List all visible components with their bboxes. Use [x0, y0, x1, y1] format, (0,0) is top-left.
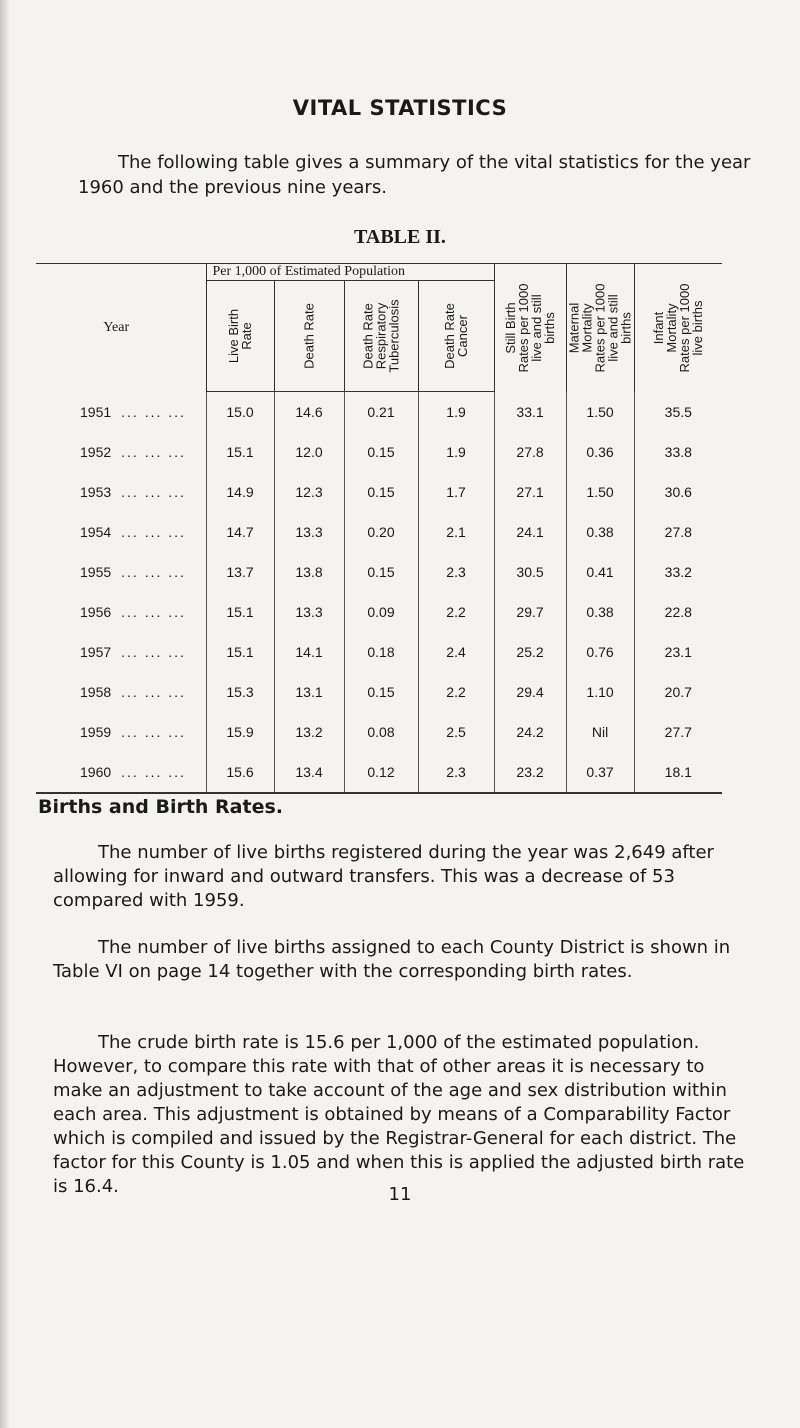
- table-body: [36, 392, 722, 794]
- still-birth-cell: 30.5: [494, 552, 566, 592]
- live-birth-cell: 14.7: [206, 512, 274, 552]
- infant-cell: 27.8: [634, 512, 722, 552]
- year-cell: 1956 ... ... ...: [80, 604, 186, 620]
- tb-cell: 0.15: [344, 552, 418, 592]
- table-row: [36, 512, 722, 552]
- tb-cell: 0.15: [344, 672, 418, 712]
- infant-cell: 35.5: [634, 392, 722, 433]
- infant-cell: 27.7: [634, 712, 722, 752]
- year-cell: 1952 ... ... ...: [80, 444, 186, 460]
- infant-cell: 30.6: [634, 472, 722, 512]
- tb-cell: 0.21: [344, 392, 418, 433]
- cancer-cell: 1.9: [418, 392, 494, 433]
- year-cell: 1958 ... ... ...: [80, 684, 186, 700]
- maternal-cell: Nil: [566, 712, 634, 752]
- maternal-cell: 0.41: [566, 552, 634, 592]
- still-birth-cell: 33.1: [494, 392, 566, 433]
- maternal-cell: 1.10: [566, 672, 634, 712]
- year-cell: 1959 ... ... ...: [80, 724, 186, 740]
- death-rate-cell: 13.1: [274, 672, 344, 712]
- cancer-death-rate-header: Death Rate Cancer: [418, 281, 494, 392]
- maternal-cell: 0.36: [566, 432, 634, 472]
- infant-cell: 23.1: [634, 632, 722, 672]
- maternal-cell: 0.76: [566, 632, 634, 672]
- death-rate-header: Death Rate: [274, 281, 344, 392]
- infant-cell: 22.8: [634, 592, 722, 632]
- still-birth-cell: 24.2: [494, 712, 566, 752]
- page-heading: VITAL STATISTICS: [292, 96, 508, 120]
- death-rate-cell: 13.3: [274, 592, 344, 632]
- year-cell: 1957 ... ... ...: [80, 644, 186, 660]
- maternal-cell: 0.38: [566, 592, 634, 632]
- table-row: [36, 472, 722, 512]
- paragraph-birth-rate: The crude birth rate is 15.6 per 1,000 of the estimated population. However, to compare this rate with that of other areas it is necessary to make an adjustment to take account of the age and sex distribution within each area. This adjustment is obtained by means of a Comparability Factor which is compiled and issued by the Registrar-General for each district. The factor for this County is 1.05 and when this is applied the adjusted birth rate is 16.4.: [53, 1032, 745, 1197]
- vital-statistics-table-wrap: [36, 263, 722, 780]
- infant-mortality-header: Infant Mortality Rates per 1000 live births: [634, 264, 722, 392]
- table-row: [36, 392, 722, 433]
- cancer-cell: 2.1: [418, 512, 494, 552]
- death-rate-cell: 14.1: [274, 632, 344, 672]
- tb-cell: 0.15: [344, 432, 418, 472]
- tb-cell: 0.12: [344, 752, 418, 793]
- tb-cell: 0.09: [344, 592, 418, 632]
- still-birth-cell: 29.4: [494, 672, 566, 712]
- live-birth-cell: 15.3: [206, 672, 274, 712]
- death-rate-cell: 13.4: [274, 752, 344, 793]
- tb-cell: 0.15: [344, 472, 418, 512]
- cancer-cell: 2.4: [418, 632, 494, 672]
- death-rate-cell: 13.2: [274, 712, 344, 752]
- infant-cell: 33.2: [634, 552, 722, 592]
- death-rate-cell: 13.8: [274, 552, 344, 592]
- still-birth-cell: 25.2: [494, 632, 566, 672]
- tb-cell: 0.18: [344, 632, 418, 672]
- cancer-cell: 2.2: [418, 592, 494, 632]
- cancer-cell: 1.7: [418, 472, 494, 512]
- page-number: 11: [388, 1184, 412, 1205]
- table-row: [36, 752, 722, 793]
- maternal-cell: 1.50: [566, 472, 634, 512]
- maternal-cell: 0.38: [566, 512, 634, 552]
- table-row: [36, 672, 722, 712]
- year-cell: 1960 ... ... ...: [80, 764, 186, 780]
- section-title: Births and Birth Rates.: [38, 796, 283, 818]
- cancer-cell: 2.3: [418, 752, 494, 793]
- year-cell: 1953 ... ... ...: [80, 484, 186, 500]
- paragraph-county-districts: The number of live births assigned to each County District is shown in Table VI on page 14 together with the corresponding birth rates.: [53, 937, 731, 982]
- live-birth-cell: 15.9: [206, 712, 274, 752]
- live-birth-cell: 15.0: [206, 392, 274, 433]
- still-birth-header: Still Birth Rates per 1000 live and still births: [494, 264, 566, 392]
- infant-cell: 18.1: [634, 752, 722, 793]
- infant-cell: 33.8: [634, 432, 722, 472]
- page-margin-shadow: [0, 0, 10, 1428]
- intro-paragraph: The following table gives a summary of the vital statistics for the year 1960 and the previous nine years.: [78, 152, 751, 198]
- table-row: [36, 632, 722, 672]
- live-birth-rate-header: Live Birth Rate: [206, 281, 274, 392]
- live-birth-cell: 15.1: [206, 432, 274, 472]
- year-header: Year: [103, 319, 130, 335]
- tb-death-rate-header: Death Rate Respiratory Tuberculosis: [344, 281, 418, 392]
- live-birth-cell: 15.1: [206, 592, 274, 632]
- still-birth-cell: 27.1: [494, 472, 566, 512]
- cancer-cell: 1.9: [418, 432, 494, 472]
- still-birth-cell: 23.2: [494, 752, 566, 793]
- cancer-cell: 2.5: [418, 712, 494, 752]
- still-birth-cell: 24.1: [494, 512, 566, 552]
- death-rate-cell: 14.6: [274, 392, 344, 433]
- population-group-header: Per 1,000 of Estimated Population: [206, 264, 494, 281]
- maternal-cell: 0.37: [566, 752, 634, 793]
- vital-statistics-table: [36, 263, 722, 794]
- year-cell: 1951 ... ... ...: [80, 403, 186, 420]
- maternal-mortality-header: Maternal Mortality Rates per 1000 live and still births: [566, 264, 634, 392]
- table-row: [36, 712, 722, 752]
- table-row: [36, 432, 722, 472]
- live-birth-cell: 14.9: [206, 472, 274, 512]
- paragraph-live-births: The number of live births registered during the year was 2,649 after allowing for inward and outward transfers. This was a decrease of 53 compared with 1959.: [53, 842, 714, 911]
- death-rate-cell: 12.0: [274, 432, 344, 472]
- table-row: [36, 552, 722, 592]
- cancer-cell: 2.3: [418, 552, 494, 592]
- live-birth-cell: 13.7: [206, 552, 274, 592]
- still-birth-cell: 27.8: [494, 432, 566, 472]
- tb-cell: 0.20: [344, 512, 418, 552]
- cancer-cell: 2.2: [418, 672, 494, 712]
- table-row: [36, 592, 722, 632]
- year-cell: 1955 ... ... ...: [80, 564, 186, 580]
- tb-cell: 0.08: [344, 712, 418, 752]
- death-rate-cell: 12.3: [274, 472, 344, 512]
- maternal-cell: 1.50: [566, 392, 634, 433]
- table-title: TABLE II.: [354, 226, 446, 248]
- year-cell: 1954 ... ... ...: [80, 524, 186, 540]
- live-birth-cell: 15.1: [206, 632, 274, 672]
- still-birth-cell: 29.7: [494, 592, 566, 632]
- death-rate-cell: 13.3: [274, 512, 344, 552]
- infant-cell: 20.7: [634, 672, 722, 712]
- live-birth-cell: 15.6: [206, 752, 274, 793]
